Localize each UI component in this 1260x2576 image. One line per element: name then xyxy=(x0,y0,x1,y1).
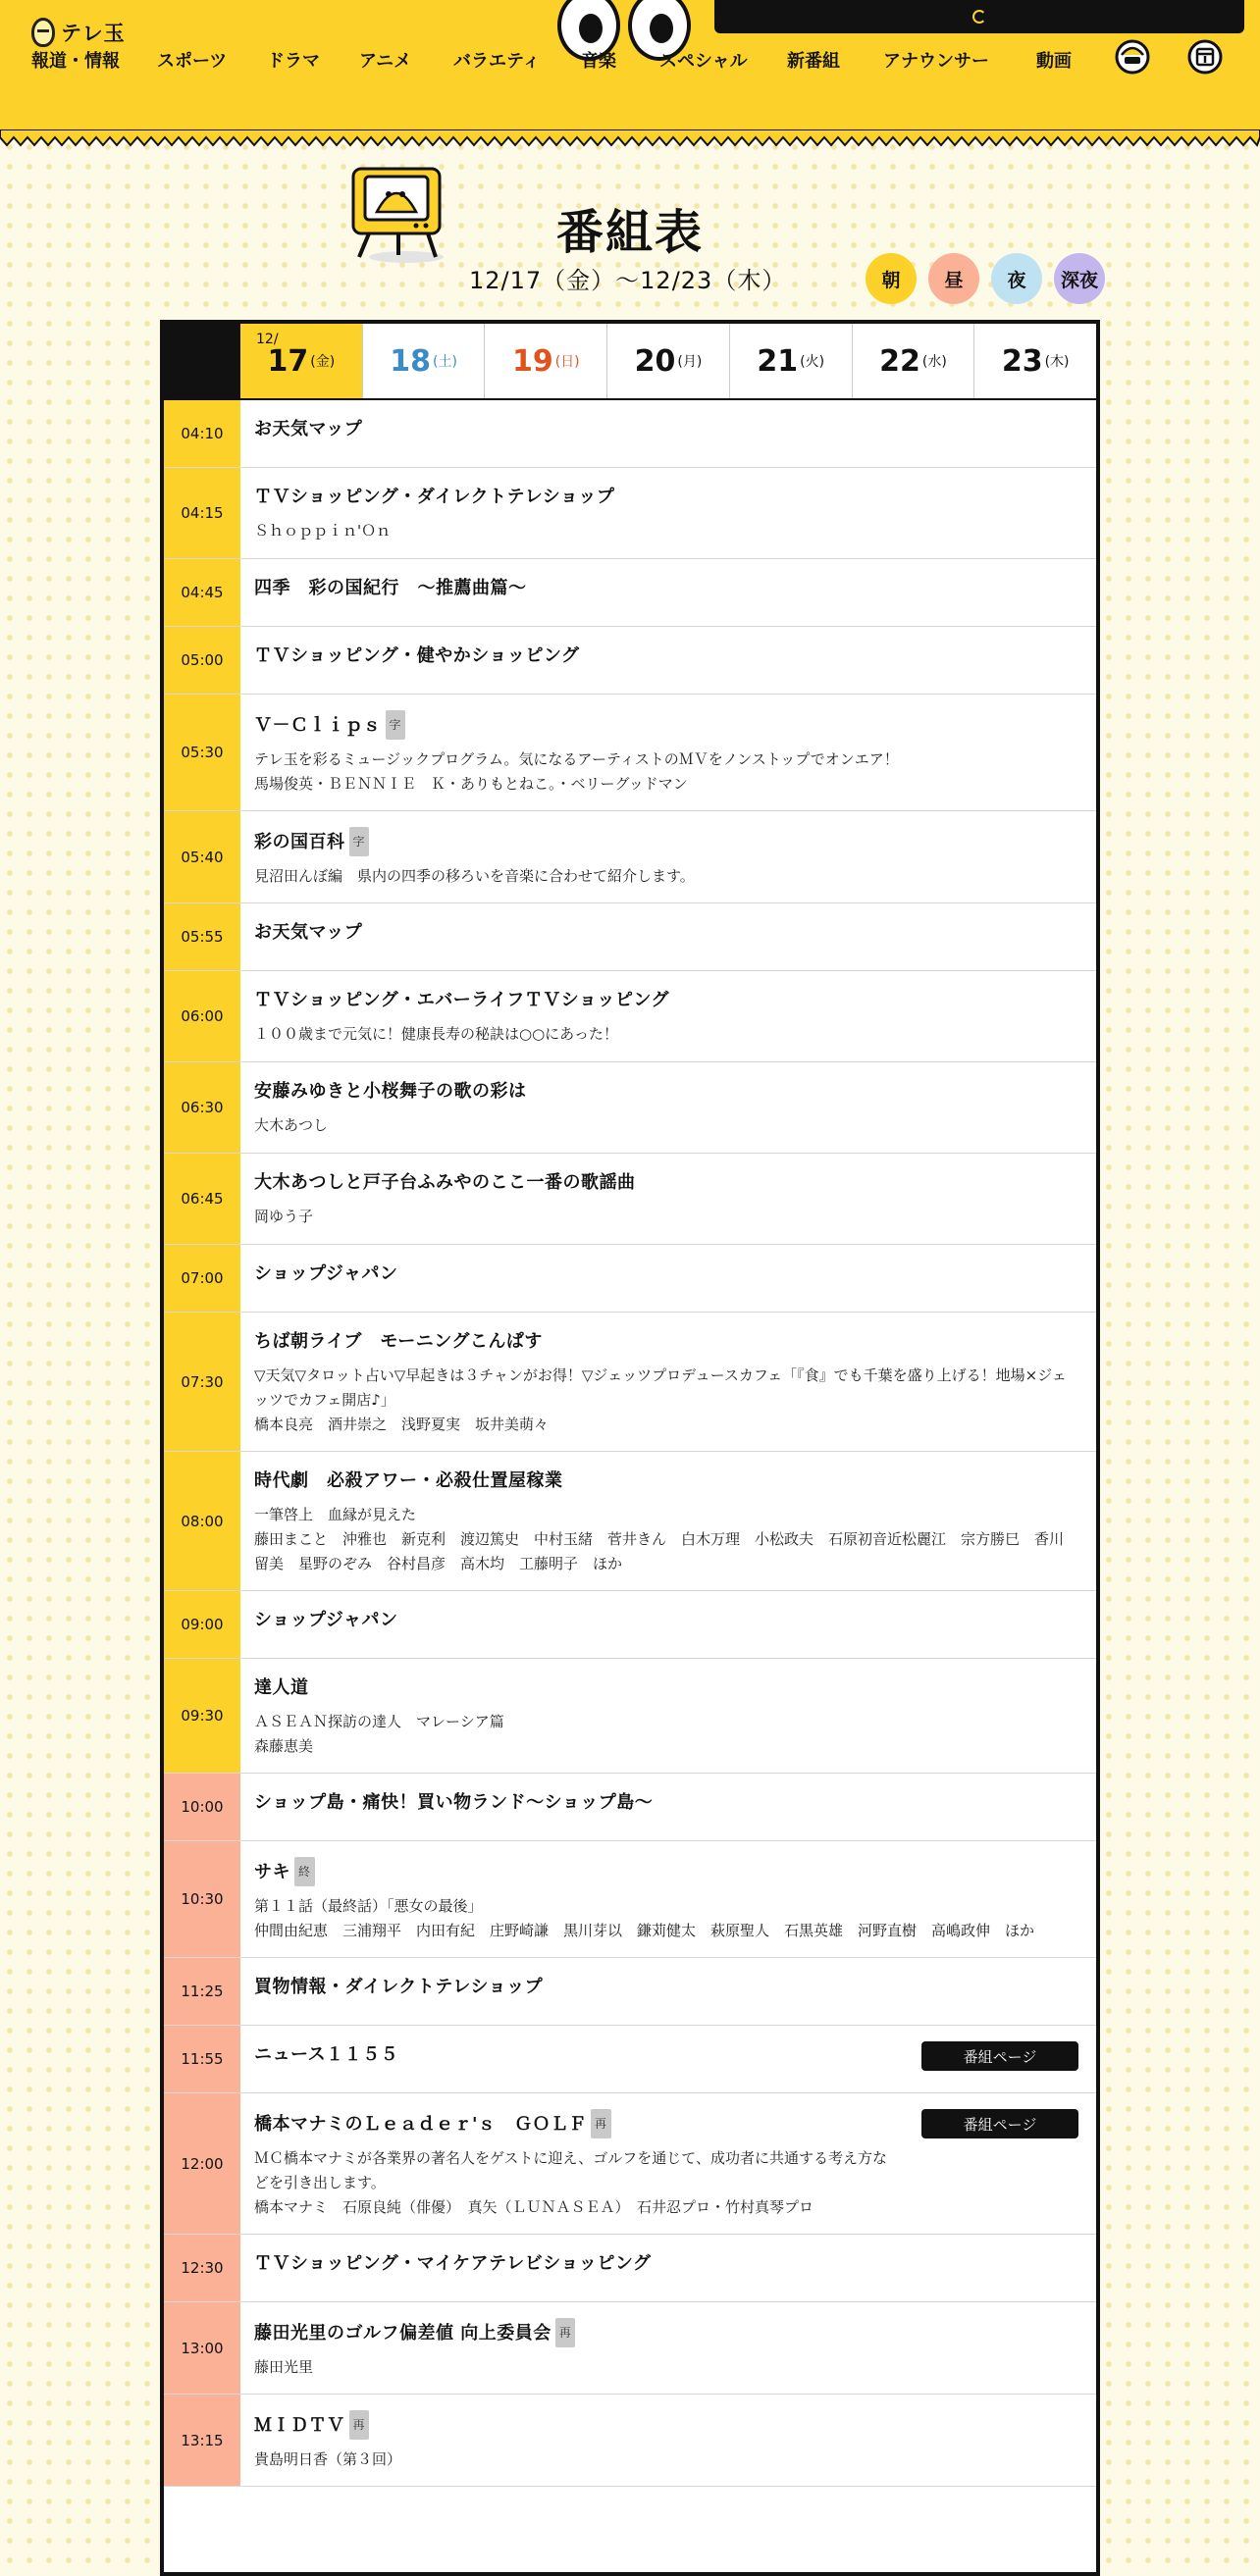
program-tag: 字 xyxy=(386,710,406,740)
program-description xyxy=(254,864,1076,889)
program-title-line xyxy=(254,2410,1076,2440)
program-title[interactable]: Ｖ－Ｃｌｉｐｓ xyxy=(254,715,382,736)
day-weekday: (木) xyxy=(1044,354,1070,370)
program-list xyxy=(164,400,1096,2487)
program-row[interactable] xyxy=(164,811,1096,903)
site-logo[interactable] xyxy=(31,16,126,49)
nav-item-drama[interactable]: ドラマ xyxy=(267,51,320,72)
program-time: 05:30 xyxy=(164,695,240,810)
program-row[interactable] xyxy=(164,1062,1096,1154)
program-title-line xyxy=(254,2109,900,2138)
program-time: 04:10 xyxy=(164,400,240,467)
program-title[interactable]: ＭＩＤＴＶ xyxy=(254,2415,345,2436)
program-cell xyxy=(240,971,1096,1061)
program-title-line xyxy=(254,1468,1076,1495)
nav-item-new-programs[interactable]: 新番組 xyxy=(787,51,840,72)
program-row[interactable] xyxy=(164,1841,1096,1958)
day-number: 18 xyxy=(390,343,431,379)
nav-item-variety[interactable]: バラエティ xyxy=(453,51,541,72)
program-time: 09:00 xyxy=(164,1591,240,1658)
program-title[interactable]: 藤田光里のゴルフ偏差値 向上委員会 xyxy=(254,2323,551,2344)
egg-mascot-icon xyxy=(31,18,55,47)
program-title-line xyxy=(254,710,1076,740)
program-row[interactable] xyxy=(164,2302,1096,2395)
program-title[interactable]: ニュース１１５５ xyxy=(254,2044,399,2065)
day-number: 23 xyxy=(1001,343,1043,379)
program-time: 13:15 xyxy=(164,2395,240,2486)
program-title[interactable]: 達人道 xyxy=(254,1677,309,1698)
program-cell xyxy=(240,2026,1096,2092)
program-row[interactable] xyxy=(164,1452,1096,1591)
time-filter-late-night[interactable] xyxy=(1054,253,1105,304)
nav-item-anime[interactable]: アニメ xyxy=(359,51,412,72)
program-time: 10:30 xyxy=(164,1841,240,1957)
program-title-line xyxy=(254,416,1076,443)
program-description-line: 貴島明日香（第３回） xyxy=(254,2450,402,2468)
program-description-line: 橋本マナミ 石原良純（俳優） 真矢（ＬＵＮＡＳＥＡ） 石井忍プロ・竹村真琴プロ xyxy=(254,2198,814,2216)
program-title-line xyxy=(254,575,1076,602)
program-row[interactable] xyxy=(164,1313,1096,1452)
program-title-line xyxy=(254,1974,1076,2001)
program-description xyxy=(254,1710,1076,1759)
day-number: 21 xyxy=(757,343,799,379)
program-row[interactable] xyxy=(164,2026,1096,2093)
program-description-line: ▽天気▽タロット占い▽早起きは３チャンがお得！▽ジェッツプロデュースカフェ「『食』でも千葉を盛り上げる！地場×ジェッツでカフェ開店♪」 xyxy=(254,1366,1067,1409)
program-cell xyxy=(240,400,1096,467)
program-row[interactable] xyxy=(164,1958,1096,2026)
time-filter-morning[interactable] xyxy=(866,253,917,304)
program-time: 06:00 xyxy=(164,971,240,1061)
program-row[interactable] xyxy=(164,559,1096,627)
program-description-line: Ｓｈｏｐｐｉｎ'Ｏｎ xyxy=(254,522,392,540)
program-title-line xyxy=(254,1078,1076,1106)
program-title-line xyxy=(254,2250,1076,2278)
program-title[interactable]: ショップ島・痛快！買い物ランド～ショップ島～ xyxy=(254,1792,654,1813)
program-title[interactable]: 橋本マナミのＬｅａｄｅｒ'ｓ ＧＯＬＦ xyxy=(254,2114,588,2135)
program-row[interactable] xyxy=(164,971,1096,1062)
program-title-line xyxy=(254,827,1076,856)
program-title-line xyxy=(254,643,1076,670)
program-description xyxy=(254,1503,1076,1576)
program-time: 10:00 xyxy=(164,1774,240,1840)
program-title-line xyxy=(254,1261,1076,1288)
program-description-line: 橋本良亮 酒井崇之 浅野夏実 坂井美萌々 xyxy=(254,1416,550,1433)
program-page-button[interactable]: 番組ページ xyxy=(921,2109,1078,2138)
day-weekday: (火) xyxy=(800,354,825,370)
time-filter-label: 夜 xyxy=(1007,269,1026,291)
nav-item-announcers[interactable]: アナウンサー xyxy=(883,51,989,72)
program-row[interactable] xyxy=(164,1591,1096,1659)
program-title-line xyxy=(254,2318,1076,2347)
program-time: 04:15 xyxy=(164,468,240,558)
day-header-corner xyxy=(164,324,240,398)
program-cell xyxy=(240,1841,1096,1957)
program-row[interactable] xyxy=(164,400,1096,468)
program-title[interactable]: お天気マップ xyxy=(254,922,363,943)
program-cell xyxy=(240,1452,1096,1590)
program-description xyxy=(254,1022,1076,1047)
program-row[interactable] xyxy=(164,1245,1096,1313)
program-description xyxy=(254,1364,1076,1437)
program-title-line xyxy=(254,1857,1076,1886)
program-description-line: 森藤恵美 xyxy=(254,1737,314,1755)
program-time: 12:30 xyxy=(164,2235,240,2301)
day-number: 19 xyxy=(511,343,553,379)
program-time: 04:45 xyxy=(164,559,240,626)
time-filter-daytime[interactable] xyxy=(928,253,979,304)
day-tab-18[interactable] xyxy=(362,324,485,398)
program-time: 05:40 xyxy=(164,811,240,902)
program-description xyxy=(254,2146,900,2220)
program-cell xyxy=(240,695,1096,810)
time-filter-label: 朝 xyxy=(881,269,901,291)
nav-item-videos[interactable]: 動画 xyxy=(1036,51,1072,72)
program-cell xyxy=(240,811,1096,902)
nav-item-news[interactable]: 報道・情報 xyxy=(31,51,120,72)
program-row[interactable] xyxy=(164,1154,1096,1245)
program-row[interactable] xyxy=(164,695,1096,811)
day-tab-21[interactable] xyxy=(729,324,852,398)
program-row[interactable] xyxy=(164,1659,1096,1774)
program-cell xyxy=(240,903,1096,970)
time-filter-group xyxy=(866,253,1105,304)
program-title[interactable]: 時代劇 必殺アワー・必殺仕置屋稼業 xyxy=(254,1470,563,1491)
day-tab-17[interactable] xyxy=(240,324,362,398)
program-description-line: 第１１話（最終話）「悪女の最後」 xyxy=(254,1897,483,1915)
program-time: 11:55 xyxy=(164,2026,240,2092)
program-cell xyxy=(240,559,1096,626)
program-description xyxy=(254,1205,1076,1229)
program-cell xyxy=(240,1591,1096,1658)
program-title-line xyxy=(254,1789,1076,1817)
program-title[interactable]: ショップジャパン xyxy=(254,1263,398,1284)
header-zigzag-border xyxy=(0,129,1260,147)
time-filter-night[interactable] xyxy=(991,253,1042,304)
program-title[interactable]: 彩の国百科 xyxy=(254,832,345,852)
program-description xyxy=(254,1113,1076,1138)
program-row[interactable] xyxy=(164,627,1096,695)
day-tab-22[interactable] xyxy=(852,324,974,398)
day-number: 20 xyxy=(634,343,676,379)
program-description-line: １００歳まで元気に！健康長寿の秘訣は○○にあった！ xyxy=(254,1025,619,1043)
program-title[interactable]: 安藤みゆきと小桜舞子の歌の彩は xyxy=(254,1081,527,1102)
program-cell xyxy=(240,2395,1096,2486)
day-tab-20[interactable] xyxy=(606,324,729,398)
logo-text: テレ玉 xyxy=(61,22,126,45)
program-tag: 終 xyxy=(294,1857,315,1886)
program-description xyxy=(254,2447,1076,2472)
nav-item-special[interactable]: スペシャル xyxy=(659,51,748,72)
program-page-button[interactable]: 番組ページ xyxy=(921,2041,1078,2071)
day-number: 22 xyxy=(879,343,920,379)
program-row[interactable] xyxy=(164,468,1096,559)
program-tag: 字 xyxy=(349,827,370,856)
day-tabs xyxy=(164,324,1096,400)
program-cell xyxy=(240,2302,1096,2394)
program-title[interactable]: サキ xyxy=(254,1862,290,1882)
program-tag: 再 xyxy=(349,2410,370,2440)
program-time: 06:45 xyxy=(164,1154,240,1244)
calendar-badge-icon[interactable] xyxy=(1185,35,1225,75)
site-header xyxy=(0,0,1260,137)
day-weekday: (土) xyxy=(432,354,457,370)
day-weekday: (水) xyxy=(921,354,947,370)
program-description xyxy=(254,519,1076,543)
program-title-line xyxy=(254,1328,1076,1356)
top-utility-bar[interactable] xyxy=(714,0,1244,33)
program-description-line: ＭＣ橋本マナミが各業界の著名人をゲストに迎え、ゴルフを通じて、成功者に共通する考え方などを引き出します。 xyxy=(254,2149,888,2191)
program-time: 13:00 xyxy=(164,2302,240,2394)
program-cell xyxy=(240,627,1096,694)
program-time: 05:00 xyxy=(164,627,240,694)
program-title[interactable]: 大木あつしと戸子台ふみやのここ一番の歌謡曲 xyxy=(254,1172,636,1193)
day-weekday: (月) xyxy=(677,354,703,370)
nav-item-sports[interactable]: スポーツ xyxy=(157,51,228,72)
program-description-line: 一筆啓上 血縁が見えた xyxy=(254,1506,417,1523)
program-row[interactable] xyxy=(164,2093,1096,2235)
program-cell xyxy=(240,1958,1096,2025)
program-row[interactable] xyxy=(164,903,1096,971)
program-description-line: 馬場俊英・ＢＥＮＮＩＥ Ｋ・ありもとねこ。・ベリーグッドマン xyxy=(254,775,688,793)
program-description-line: テレ玉を彩るミュージックプログラム。気になるアーティストのＭＶをノンストップでオンエア！ xyxy=(254,750,899,768)
program-description-line: 仲間由紀恵 三浦翔平 内田有紀 庄野崎謙 黒川芽以 鎌苅健太 萩原聖人 石黒英雄 河野直樹 高嶋政伸 ほか xyxy=(254,1922,1035,1939)
main-nav xyxy=(0,47,1260,75)
program-title-line xyxy=(254,1169,1076,1197)
program-title-line xyxy=(254,987,1076,1014)
program-time: 07:30 xyxy=(164,1313,240,1451)
program-cell xyxy=(240,1659,1096,1773)
program-time: 05:55 xyxy=(164,903,240,970)
program-description-line: 大木あつし xyxy=(254,1116,329,1134)
page-title: 番組表 xyxy=(555,205,704,260)
program-description xyxy=(254,1894,1076,1943)
program-title[interactable]: ＴＶショッピング・ダイレクトテレショップ xyxy=(254,487,615,507)
program-title-line xyxy=(254,919,1076,947)
program-title[interactable]: ショップジャパン xyxy=(254,1610,398,1630)
day-tab-23[interactable] xyxy=(973,324,1096,398)
program-title[interactable]: お天気マップ xyxy=(254,419,363,439)
date-range: 12/17（金）〜12/23（木） xyxy=(469,267,787,294)
program-title[interactable]: ちば朝ライブ モーニングこんぱす xyxy=(254,1331,543,1352)
program-cell xyxy=(240,2235,1096,2301)
day-weekday: (日) xyxy=(554,354,580,370)
program-cell xyxy=(240,1313,1096,1451)
program-time: 06:30 xyxy=(164,1062,240,1153)
program-title[interactable]: ＴＶショッピング・マイケアテレビショッピング xyxy=(254,2253,652,2274)
program-description xyxy=(254,2355,1076,2380)
program-cell xyxy=(240,1245,1096,1312)
program-tag: 再 xyxy=(591,2109,611,2138)
time-filter-label: 深夜 xyxy=(1060,269,1098,291)
program-description-line: ＡＳＥＡＮ探訪の達人 マレーシア篇 xyxy=(254,1713,504,1730)
program-title-line xyxy=(254,2041,900,2069)
program-cell xyxy=(240,1154,1096,1244)
program-description xyxy=(254,747,1076,797)
program-time: 09:30 xyxy=(164,1659,240,1773)
day-tab-19[interactable] xyxy=(484,324,606,398)
time-filter-label: 昼 xyxy=(944,269,964,291)
program-cell xyxy=(240,1774,1096,1840)
program-cell xyxy=(240,2093,1096,2234)
program-title[interactable]: ＴＶショッピング・健やかショッピング xyxy=(254,645,580,666)
program-row[interactable] xyxy=(164,2395,1096,2487)
program-title-line xyxy=(254,1607,1076,1634)
program-title-line xyxy=(254,1674,1076,1702)
program-description-line: 岡ゆう子 xyxy=(254,1208,314,1225)
program-time: 12:00 xyxy=(164,2093,240,2234)
program-description-line: 藤田光里 xyxy=(254,2358,314,2376)
program-cell xyxy=(240,1062,1096,1153)
program-tag: 再 xyxy=(555,2318,576,2347)
day-month: 12/ xyxy=(256,332,279,347)
day-weekday: (金) xyxy=(310,354,336,370)
day-number: 17 xyxy=(267,343,309,379)
mascot-badge-icon[interactable] xyxy=(1113,35,1152,75)
program-description-line: 見沼田んぼ編 県内の四季の移ろいを音楽に合わせて紹介します。 xyxy=(254,867,695,885)
program-description-line: 藤田まこと 沖雅也 新克利 渡辺篤史 中村玉緒 菅井きん 白木万理 小松政夫 石原初音近松麗江 宗方勝巳 香川留美 星野のぞみ 谷村昌彦 高木均 工藤明子 ほか xyxy=(254,1530,1065,1572)
program-cell xyxy=(240,468,1096,558)
program-time: 07:00 xyxy=(164,1245,240,1312)
program-title[interactable]: 買物情報・ダイレクトテレショップ xyxy=(254,1977,544,1997)
moon-icon[interactable] xyxy=(972,10,986,24)
program-title[interactable]: 四季 彩の国紀行 ～推薦曲篇～ xyxy=(254,578,527,598)
program-title-line xyxy=(254,484,1076,511)
program-schedule xyxy=(160,320,1100,2576)
program-row[interactable] xyxy=(164,2235,1096,2302)
nav-item-music[interactable]: 音楽 xyxy=(581,51,616,72)
program-title[interactable]: ＴＶショッピング・エバーライフＴＶショッピング xyxy=(254,990,669,1010)
program-row[interactable] xyxy=(164,1774,1096,1841)
program-time: 08:00 xyxy=(164,1452,240,1590)
program-time: 11:25 xyxy=(164,1958,240,2025)
